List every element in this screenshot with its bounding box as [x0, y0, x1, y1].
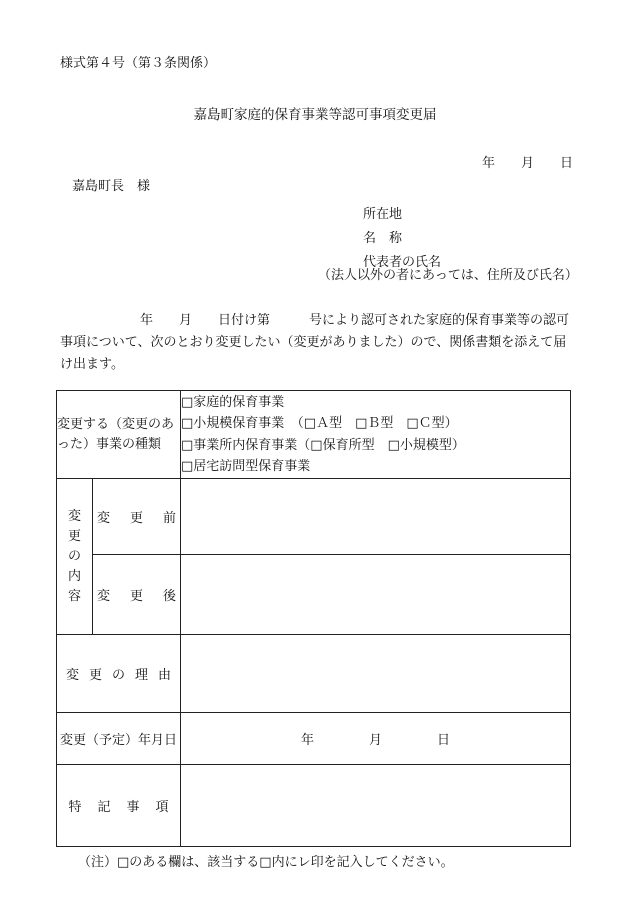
- change-date-year: 年: [300, 733, 314, 748]
- date-month: 月: [521, 156, 535, 171]
- reason-field[interactable]: [181, 635, 571, 713]
- business-type-label: 変更する（変更のあった）事業の種類: [57, 391, 181, 479]
- applicant-representative-note: （法人以外の者にあっては、住所及び氏名）: [318, 268, 578, 283]
- body-line-1: 年 月 日付け第 号により認可された家庭的保育事業等の認可: [140, 313, 570, 328]
- table-row-before: [57, 479, 571, 555]
- special-notes-field[interactable]: [181, 765, 571, 847]
- change-date-day: 日: [437, 733, 451, 748]
- option-family-care[interactable]: □家庭的保育事業: [181, 394, 285, 410]
- form-number: 様式第４号（第３条関係）: [60, 56, 217, 71]
- change-content-label: 変 更 の 内 容: [57, 479, 93, 635]
- after-field[interactable]: [181, 555, 571, 635]
- change-form-table: [56, 390, 571, 847]
- table-row-business-type: [57, 391, 571, 479]
- body-text: [60, 310, 580, 376]
- table-row-special: [57, 765, 571, 847]
- special-notes-label: 特 記 事 項: [57, 765, 181, 847]
- body-line-2: 事項について、次のとおり変更したい（変更がありました）ので、関係書類を添えて届: [60, 335, 567, 350]
- option-home-visit[interactable]: □居宅訪問型保育事業: [181, 459, 311, 474]
- applicant-address-label: 所在地: [363, 207, 403, 222]
- business-type-options[interactable]: [181, 391, 571, 479]
- reason-label: 変 更 の 理 由: [57, 635, 181, 713]
- change-date-month: 月: [368, 733, 382, 748]
- applicant-representative-label: 代表者の氏名: [363, 255, 442, 270]
- option-workplace[interactable]: □事業所内保育事業（□保育所型 □小規模型）: [181, 437, 465, 453]
- change-date-field[interactable]: [181, 713, 571, 765]
- applicant-name-label: 名 称: [363, 231, 403, 246]
- page-title: 嘉島町家庭的保育事業等認可事項変更届: [193, 107, 437, 123]
- submission-date: [482, 152, 573, 171]
- table-row-reason: [57, 635, 571, 713]
- date-year: 年: [482, 156, 496, 171]
- table-row-date: [57, 713, 571, 765]
- table-row-after: [57, 555, 571, 635]
- footnote: （注）□のある欄は、該当する□内にレ印を記入してください。: [78, 855, 454, 870]
- after-label: 変 更 後: [93, 555, 181, 635]
- before-label: 変 更 前: [93, 479, 181, 555]
- change-date-label: 変更（予定）年月日: [57, 713, 181, 765]
- option-small-scale[interactable]: □小規模保育事業 （□Ａ型 □Ｂ型 □Ｃ型）: [181, 416, 458, 431]
- body-line-3: け出ます。: [60, 357, 124, 372]
- addressee: 嘉島町長 様: [72, 179, 151, 194]
- date-day: 日: [560, 156, 574, 171]
- before-field[interactable]: [181, 479, 571, 555]
